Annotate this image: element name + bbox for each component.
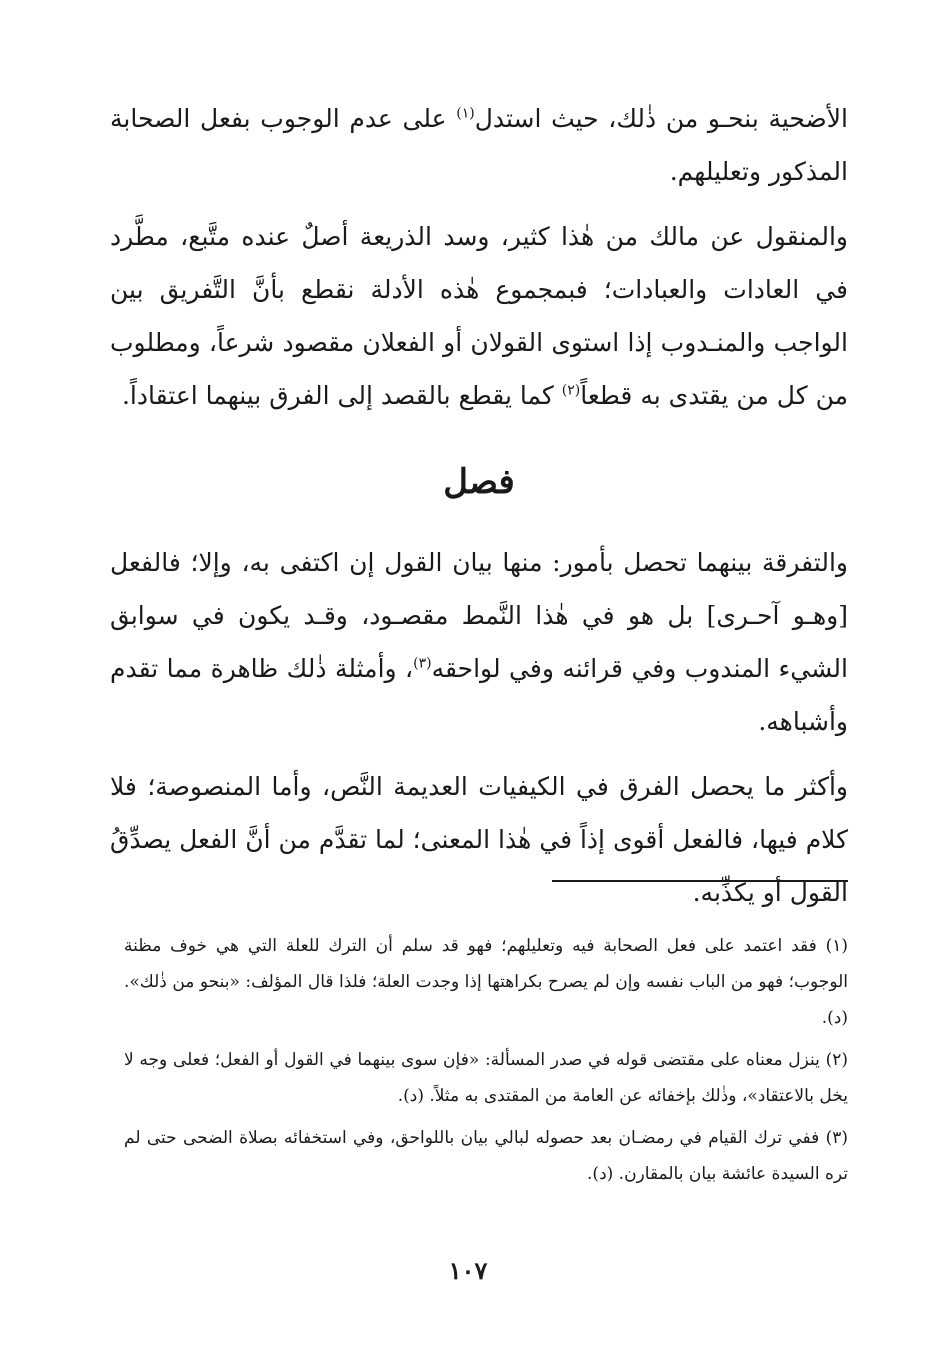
paragraph (110, 760, 848, 919)
footnote-3: (٣) ففي ترك القيام في رمضـان بعد حصوله لبالي بيان باللواحق، وفي استخفائه بصلاة الضحى حتى لم تره السيدة عائشة بيان بالمقارن. (د). (124, 1128, 848, 1184)
paragraph-text: على عدم الوجوب بفعل الصحابة المذكور وتعليلهم. (110, 104, 848, 186)
paragraph-text: والمنقول عن مالك من هٰذا كثير، وسد الذريعة أصلٌ عنده متَّبع، مطَّرد في العادات والعبادات؛ فبمجموع هٰذه الأدلة نقطع بأنَّ التَّفريق بين الواجب والمنـدوب إذا استوى القولان أو الفعلان مقصود شرعاً، ومطلوب من كل من يقتدى به قطعاً (110, 222, 848, 410)
top-paragraphs (110, 92, 848, 422)
footnote-1: (١) فقد اعتمد على فعل الصحابة فيه وتعليلهم؛ فهو قد سلم أن الترك للعلة التي هي خوف مظنة الوجوب؛ فهو من الباب نفسه وإن لم يصرح بكراهتها إذا وجدت العلة؛ فلذا قال المؤلف: «بنحو من ذٰلك». (د). (124, 936, 848, 1028)
paragraph-text: والتفرقة بينهما تحصل بأمور: منها بيان القول إن اكتفى به، وإلا؛ فالفعل [وهـو آحـرى] بل هو في هٰذا النَّمط مقصـود، وقـد يكون في سوابق الشيء المندوب وفي قرائنه وفي لواحقه (110, 548, 848, 683)
footnote-2: (٢) ينزل معناه على مقتضى قوله في صدر المسألة: «فإن سوى بينهما في القول أو الفعل؛ فعلى وجه لا يخل بالاعتقاد»، وذٰلك بإخفائه عن العامة من المقتدى به مثلاً. (د). (124, 1050, 848, 1106)
footnotes (124, 928, 848, 1198)
main-text (110, 92, 848, 919)
paragraph (110, 536, 848, 748)
footnote-marker: (٢) (561, 382, 581, 399)
footnote-marker: (٣) (413, 655, 432, 672)
paragraph-text: وأكثر ما يحصل الفرق في الكيفيات العديمة النَّص، وأما المنصوصة؛ فلا كلام فيها، فالفعل أقوى إذاً في هٰذا المعنى؛ لما تقدَّم من أنَّ الفعل يصدِّقُ القول أو يكذِّبه. (110, 772, 848, 907)
footnote-marker: (١) (456, 105, 475, 122)
footnote-separator (552, 880, 848, 882)
paragraph (110, 92, 848, 198)
paragraph-text: ، وأمثلة ذٰلك ظاهرة مما تقدم وأشباهه. (110, 654, 848, 736)
paragraph (110, 210, 848, 422)
section-title: فصل (443, 462, 515, 502)
paragraph-text: الأضحية بنحـو من ذٰلك، حيث استدل (474, 104, 848, 133)
paragraph-text: كما يقطع بالقصد إلى الفرق بينهما اعتقاداً. (121, 381, 562, 410)
page-number: ١٠٧ (448, 1256, 488, 1285)
bottom-paragraphs (110, 536, 848, 919)
